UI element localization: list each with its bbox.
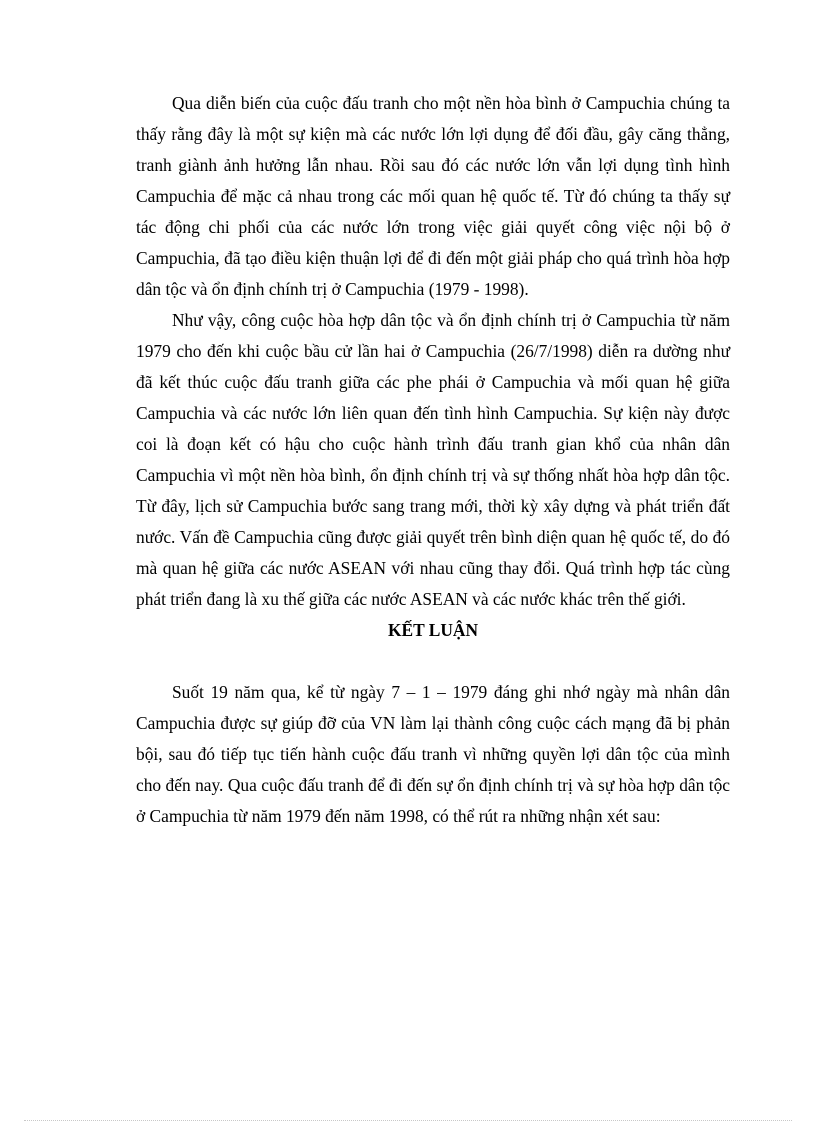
paragraph-3: Suốt 19 năm qua, kể từ ngày 7 – 1 – 1979 đáng ghi nhớ ngày mà nhân dân Campuchia được sự giúp đỡ của VN làm lại thành công cuộc cách mạng đã bị phản bội, sau đó tiếp tục tiến hành cuộc đấu tranh vì những quyền lợi dân tộc của mình cho đến nay. Qua cuộc đấu tranh để đi đến sự ổn định chính trị và sự hòa hợp dân tộc ở Campuchia từ năm 1979 đến năm 1998, có thể rút ra những nhận xét sau:	[136, 682, 730, 826]
paragraph-2: Như vậy, công cuộc hòa hợp dân tộc và ổn định chính trị ở Campuchia từ năm 1979 cho đến khi cuộc bầu cử lần hai ở Campuchia (26/7/1998) diễn ra dường như đã kết thúc cuộc đấu tranh giữa các phe phái ở Campuchia và mối quan hệ giữa Campuchia và các nước lớn liên quan đến tình hình Campuchia. Sự kiện này được coi là đoạn kết có hậu cho cuộc hành trình đấu tranh gian khổ của nhân dân Campuchia vì một nền hòa bình, ổn định chính trị và sự thống nhất hòa hợp dân tộc. Từ đây, lịch sử Campuchia bước sang trang mới, thời kỳ xây dựng và phát triển đất nước. Vấn đề Campuchia cũng được giải quyết trên bình diện quan hệ quốc tế, do đó mà quan hệ giữa các nước ASEAN với nhau cũng thay đổi. Quá trình hợp tác cùng phát triển đang là xu thế giữa các nước ASEAN và các nước khác trên thế giới.	[136, 310, 730, 609]
page-bottom-divider	[24, 1120, 792, 1121]
document-body	[136, 88, 730, 832]
section-heading: KẾT LUẬN	[387, 620, 479, 640]
paragraph-1: Qua diễn biến của cuộc đấu tranh cho một nền hòa bình ở Campuchia chúng ta thấy rằng đây là một sự kiện mà các nước lớn lợi dụng để đối đầu, gây căng thẳng, tranh giành ảnh hưởng lẫn nhau. Rồi sau đó các nước lớn vẫn lợi dụng tình hình Campuchia để mặc cả nhau trong các mối quan hệ quốc tế. Từ đó chúng ta thấy sự tác động chi phối của các nước lớn trong việc giải quyết công việc nội bộ ở Campuchia, đã tạo điều kiện thuận lợi để đi đến một giải pháp cho quá trình hòa hợp dân tộc và ổn định chính trị ở Campuchia (1979 - 1998).	[136, 93, 730, 299]
blank-line	[136, 646, 730, 677]
